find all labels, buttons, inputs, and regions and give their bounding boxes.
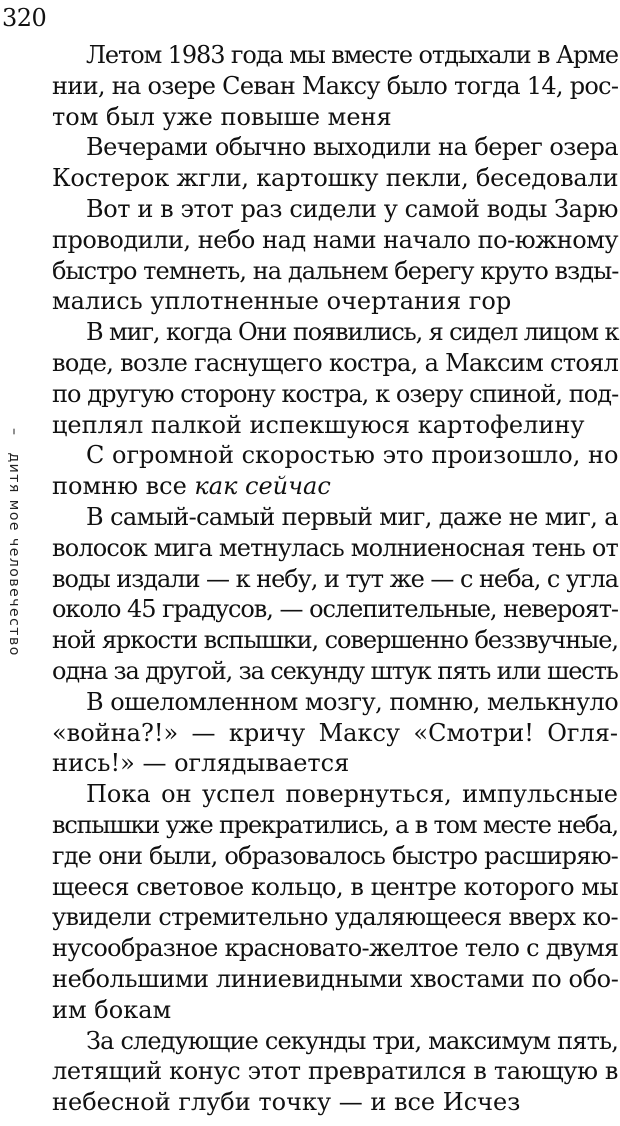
text-line: около 45 градусов, — ослепительные, невероят- [52, 595, 618, 624]
text-line: помню все как сейчас [52, 472, 331, 501]
text-line: Вечерами обычно выходили на берег озера [86, 133, 618, 162]
paragraph [52, 440, 618, 502]
text-line: нись!» — оглядывается [52, 749, 350, 778]
paragraph [52, 502, 618, 687]
text-line: Вот и в этот раз сидели у самой воды Зарю [86, 194, 618, 223]
text-line: щееся световое кольцо, в центре которого мы [52, 872, 619, 901]
paragraph [52, 194, 618, 317]
text-line: Летом 1983 года мы вместе отдыхали в Арме [86, 41, 618, 69]
text-line: В ошеломленном мозгу, помню, мелькнуло [86, 687, 619, 716]
text-line: где они были, образовалось быстро расширяю- [52, 841, 618, 870]
text-line: ной яркости вспышки, совершенно беззвучные, [52, 626, 618, 655]
text-line: цеплял палкой испекшуюся картофелину [52, 410, 585, 439]
text-line: «война?!» — кричу Максу «Смотри! Огля- [52, 718, 618, 747]
text-line: С огромной скоростью это произошло, но [86, 441, 619, 470]
italic-phrase: как сейчас [194, 472, 331, 501]
text-line: В самый-самый первый миг, даже не миг, а [86, 502, 618, 531]
text-line: воды издали — к небу, и тут же — с неба, с угла [52, 564, 618, 593]
body-text [52, 40, 618, 1118]
text-line: проводили, небо над нами начало по-южному [52, 225, 618, 254]
text-line: быстро темнеть, на дальнем берегу круто взды- [52, 256, 619, 285]
paragraph [52, 40, 618, 132]
running-title-dash: – [6, 428, 22, 437]
text-line: том был уже повыше меня [52, 102, 392, 131]
text-line: по другую сторону костра, к озеру спиной, под- [52, 379, 619, 408]
text-line: им бокам [52, 995, 172, 1024]
text-line: мались уплотненные очертания гор [52, 287, 512, 316]
paragraph [52, 317, 618, 440]
text-line: небольшими линиевидными хвостами по обо- [52, 964, 619, 993]
text-line: небесной глуби точку — и все Исчез [52, 1088, 521, 1117]
text-line: воде, возле гаснущего костра, а Максим стоял [52, 348, 619, 377]
text-line: увидели стремительно удаляющееся вверх ко- [52, 903, 619, 932]
paragraph [52, 132, 618, 194]
text-line: летящий конус этот превратился в тающую в [52, 1057, 619, 1086]
running-title [6, 428, 22, 657]
text-line: вспышки уже прекратились, а в том месте неба, [52, 810, 618, 839]
paragraph [52, 1026, 618, 1118]
text-line: волосок мига метнулась молниеносная тень от [52, 533, 618, 562]
text-line: одна за другой, за секунду штук пять или шесть [52, 656, 618, 685]
text-line: За следующие секунды три, максимум пять, [86, 1026, 618, 1055]
running-title-text: дитя мое человечество [6, 452, 22, 657]
text-line: Пока он успел повернуться, импульсные [86, 780, 618, 809]
text-line: нусообразное красновато-желтое тело с двумя [52, 934, 619, 963]
page-number: 320 [2, 4, 47, 32]
text-line: Костерок жгли, картошку пекли, беседовали [52, 164, 619, 193]
paragraph [52, 779, 618, 1025]
text-line: В миг, когда Они появились, я сидел лицом к [86, 318, 619, 347]
paragraph [52, 687, 618, 779]
text-line: нии, на озере Севан Максу было тогда 14, рос- [52, 71, 619, 100]
